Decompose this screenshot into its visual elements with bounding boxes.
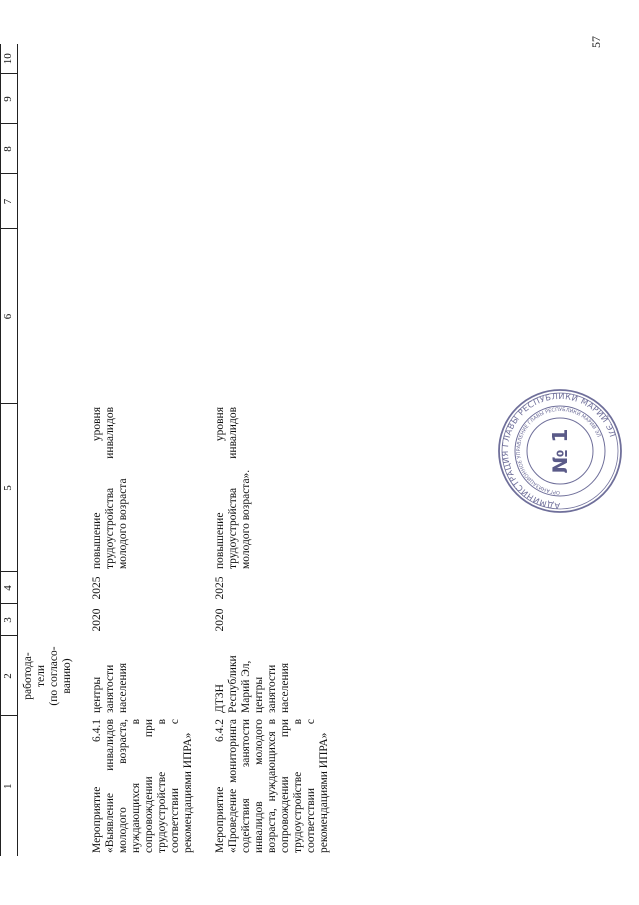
seal-center-text: № 1	[548, 428, 572, 474]
official-seal	[497, 388, 623, 514]
start-year-cell: 2020	[214, 608, 226, 632]
seal-inner-text: ОРГАНИЗАЦИОННОЕ УПРАВЛЕНИЕ ГЛАВЫ РЕСПУБЛИКИ МАРИЙ ЭЛ	[515, 406, 602, 496]
executor-cell: центры занятости населения	[91, 662, 129, 713]
continuation-executor: работода- тели (по согласо- ванию)	[22, 646, 73, 706]
seal-outer-text: АДМИНИСТРАЦИЯ ГЛАВЫ РЕСПУБЛИКИ МАРИЙ ЭЛ	[499, 390, 619, 512]
column-number: 5	[1, 404, 18, 572]
end-year-cell: 2025	[91, 576, 103, 600]
page-number: 57	[589, 36, 603, 48]
column-number: 3	[1, 604, 18, 636]
table-row	[211, 44, 333, 856]
executor-cell: ДТЗН Республики Марий Эл, центры занятости населения	[214, 655, 291, 713]
column-number: 10	[1, 44, 18, 74]
table-row	[88, 44, 197, 856]
column-number: 9	[1, 74, 18, 124]
activity-cell: Мероприятие 6.4.2 «Проведение мониторинга содействия занятости инвалидов молодого возраста, нуждающихся в сопровождении при трудоустройстве в соответствии с рекомендациями ИПРА»	[214, 719, 330, 853]
activity-cell: Мероприятие 6.4.1 «Выявление инвалидов молодого возраста, нуждающихся в сопровождении при трудоустройстве в соответствии с рекомендациями ИПРА»	[91, 719, 194, 853]
column-number: 7	[1, 174, 18, 229]
rotated-table-container	[0, 44, 540, 856]
end-year-cell: 2025	[214, 576, 226, 600]
column-number: 4	[1, 572, 18, 604]
result-cell: повышение уровня трудоустройства инвалидов молодого возраста	[91, 407, 129, 569]
column-number: 1	[1, 716, 18, 856]
program-table	[0, 44, 333, 856]
column-number: 8	[1, 124, 18, 174]
column-number-row	[1, 44, 18, 856]
start-year-cell: 2020	[91, 608, 103, 632]
column-number: 2	[1, 636, 18, 716]
column-number: 6	[1, 229, 18, 404]
result-cell: повышение уровня трудоустройства инвалидов молодого возраста».	[214, 407, 252, 569]
continuation-row	[18, 44, 89, 856]
